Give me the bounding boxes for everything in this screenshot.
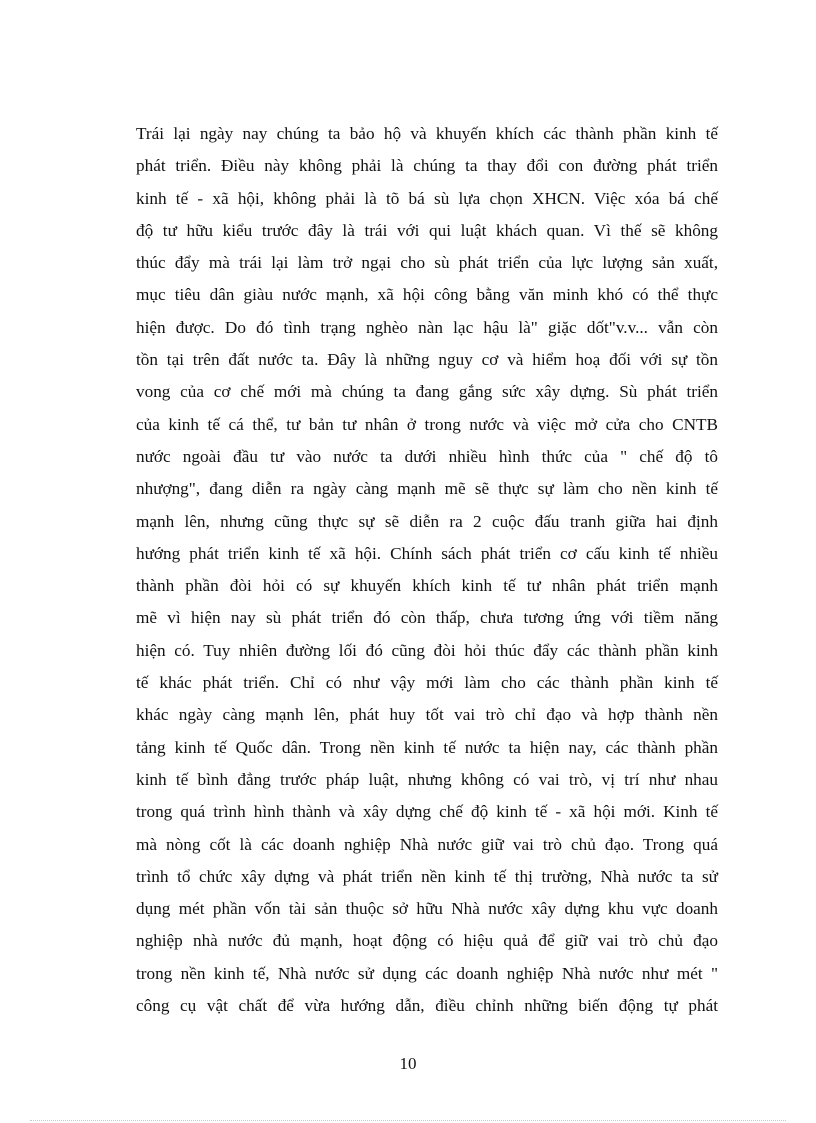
- text-line-12: nhượng", đang diễn ra ngày càng mạnh mẽ sẽ thực sự làm cho nền kinh tế: [136, 479, 718, 499]
- text-line-11: nước ngoài đầu tư vào nước ta dưới nhiều hình thức của " chế độ tô: [136, 446, 718, 466]
- text-line-16: mẽ vì hiện nay sù phát triển đó còn thấp, chưa tương ứng với tiềm năng: [136, 608, 718, 628]
- text-line-22: trong quá trình hình thành và xây dựng chế độ kinh tế - xã hội mới. Kinh tế: [136, 802, 718, 822]
- page-bottom-dotted-rule: [30, 1120, 786, 1121]
- body-paragraph: [136, 118, 718, 1022]
- text-line-26: nghiệp nhà nước đủ mạnh, hoạt động có hiệu quả để giữ vai trò chủ đạo: [136, 931, 718, 951]
- text-line-1: Trái lại ngày nay chúng ta bảo hộ và khuyến khích các thành phần kinh tế: [136, 124, 718, 143]
- text-line-2: phát triển. Điều này không phải là chúng ta thay đổi con đường phát triển: [136, 156, 718, 176]
- page-number: 10: [399, 1054, 417, 1073]
- text-line-3: kinh tế - xã hội, không phải là tõ bá sù lựa chọn XHCN. Việc xóa bá chế: [136, 188, 718, 208]
- text-line-5: thúc đẩy mà trái lại làm trở ngại cho sù phát triển của lực lượng sản xuất,: [136, 253, 718, 273]
- text-line-24: trình tổ chức xây dựng và phát triển nền kinh tế thị trường, Nhà nước ta sử: [136, 866, 718, 886]
- text-line-19: khác ngày càng mạnh lên, phát huy tốt vai trò chỉ đạo và hợp thành nền: [136, 705, 718, 725]
- text-line-23: mà nòng cốt là các doanh nghiệp Nhà nước giữ vai trò chủ đạo. Trong quá: [136, 834, 718, 854]
- text-line-15: thành phần đòi hỏi có sự khuyến khích kinh tế tư nhân phát triển mạnh: [136, 576, 718, 596]
- text-line-9: vong của cơ chế mới mà chúng ta đang gắng sức xây dựng. Sù phát triển: [136, 382, 718, 402]
- text-line-10: của kinh tế cá thể, tư bản tư nhân ở trong nước và việc mở cửa cho CNTB: [136, 414, 718, 434]
- text-line-28: công cụ vật chất để vừa hướng dẫn, điều chỉnh những biến động tự phát: [136, 996, 718, 1016]
- text-line-27: trong nền kinh tế, Nhà nước sử dụng các doanh nghiệp Nhà nước như mét ": [136, 963, 718, 983]
- text-line-17: hiện có. Tuy nhiên đường lối đó cũng đòi hỏi thúc đẩy các thành phần kinh: [136, 640, 718, 660]
- text-line-21: kinh tế bình đẳng trước pháp luật, nhưng không có vai trò, vị trí như nhau: [136, 769, 718, 789]
- text-line-6: mục tiêu dân giàu nước mạnh, xã hội công bằng văn minh khó có thể thực: [136, 285, 718, 305]
- text-line-14: hướng phát triển kinh tế xã hội. Chính sách phát triển cơ cấu kinh tế nhiều: [136, 543, 718, 563]
- text-line-20: tảng kinh tế Quốc dân. Trong nền kinh tế nước ta hiện nay, các thành phần: [136, 737, 718, 757]
- text-line-4: độ tư hữu kiểu trước đây là trái với qui luật khách quan. Vì thế sẽ không: [136, 220, 718, 240]
- text-line-8: tồn tại trên đất nước ta. Đây là những nguy cơ và hiểm hoạ đối với sự tồn: [136, 350, 718, 370]
- text-line-7: hiện được. Do đó tình trạng nghèo nàn lạc hậu là" giặc dốt"v.v... vẫn còn: [136, 317, 718, 337]
- text-line-25: dụng mét phần vốn tài sản thuộc sở hữu Nhà nước xây dựng khu vực doanh: [136, 899, 718, 919]
- text-line-13: mạnh lên, nhưng cũng thực sự sẽ diễn ra 2 cuộc đấu tranh giữa hai định: [136, 511, 718, 531]
- text-line-18: tế khác phát triển. Chỉ có như vậy mới làm cho các thành phần kinh tế: [136, 673, 718, 693]
